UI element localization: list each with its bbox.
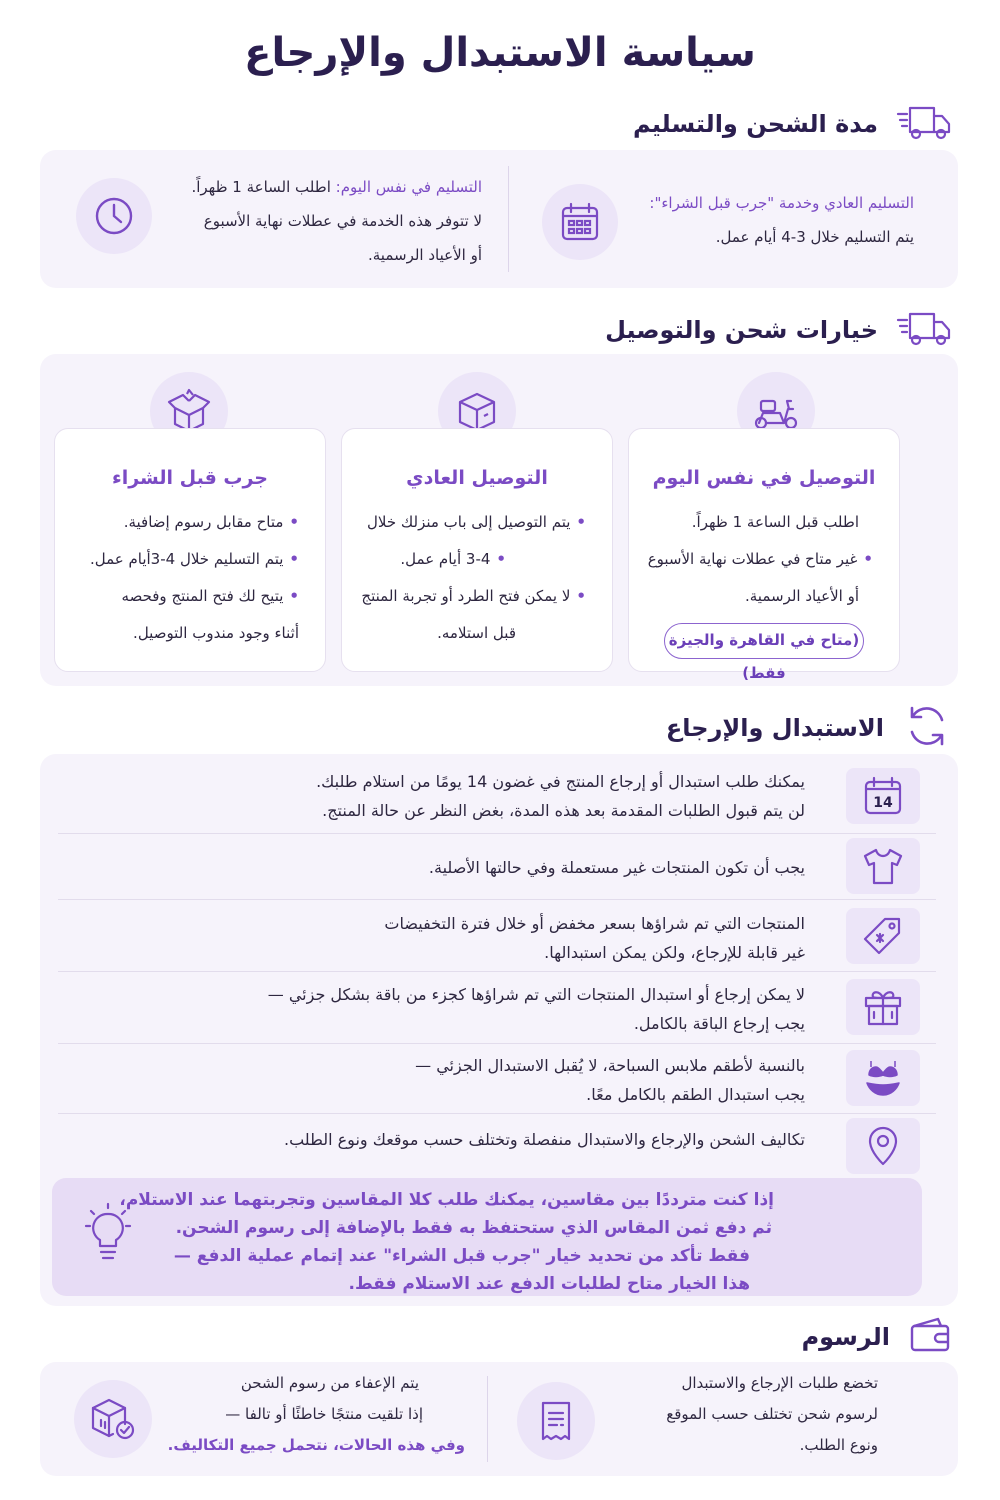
policy-row-5 — [415, 1051, 805, 1109]
standard-delivery-text: يتم التسليم خلال 3-4 أيام عمل. — [715, 228, 914, 246]
option-title: جرب قبل الشراء — [111, 467, 269, 489]
list-item: •يتم التسليم خلال 4-3أيام عمل. — [89, 550, 299, 568]
truck-icon — [896, 306, 952, 354]
row-line: غير قابلة للإرجاع، ولكن يمكن استبدالها. — [544, 943, 805, 962]
policy-row-1 — [316, 767, 805, 825]
fees-right-block — [145, 1368, 465, 1461]
divider — [58, 1043, 936, 1044]
receipt-icon — [517, 1382, 595, 1460]
tip-line: هذا الخيار متاح لطلبات الدفع عند الاستلام فقط. — [348, 1274, 750, 1294]
same-day-label: التسليم في نفس اليوم: — [335, 178, 482, 196]
policy-row-3 — [384, 909, 805, 967]
calendar-number: 14 — [873, 795, 893, 811]
option-title: التوصيل العادي — [406, 467, 548, 489]
list-item: أو الأعياد الرسمية. — [745, 587, 859, 605]
clock-icon — [76, 178, 152, 254]
list-item: قبل استلامه. — [437, 624, 516, 642]
policy-row-4 — [268, 980, 805, 1038]
refresh-icon — [902, 702, 952, 754]
fees-card — [40, 1362, 958, 1476]
fees-line: لرسوم شحن تختلف حسب الموقع — [666, 1405, 878, 1423]
divider — [58, 971, 936, 972]
divider — [58, 899, 936, 900]
list-item: •لا يمكن فتح الطرد أو تجربة المنتج — [361, 587, 586, 605]
row-line: لا يمكن إرجاع أو استبدال المنتجات التي تم شراؤها كجزء من باقة بشكل جزئي — — [267, 985, 805, 1004]
gift-icon — [846, 979, 920, 1035]
row-line: المنتجات التي تم شراؤها بسعر مخفض أو خلال فترة التخفيضات — [384, 914, 805, 933]
option-list — [643, 504, 873, 615]
list-item: اطلب قبل الساعة 1 ظهراً. — [691, 513, 859, 531]
divider — [58, 1113, 936, 1114]
divider — [508, 166, 509, 272]
divider — [58, 833, 936, 834]
location-icon — [846, 1118, 920, 1174]
tip-line: إذا كنت مترددًا بين مقاسين، يمكنك طلب كلا المقاسين وتجربتهما عند الاستلام، — [119, 1190, 774, 1210]
shipping-duration-card — [40, 150, 958, 288]
swimsuit-icon — [846, 1050, 920, 1106]
section-header-shipping-duration — [633, 100, 952, 148]
calendar-14-icon — [846, 768, 920, 824]
tip-text — [119, 1186, 774, 1298]
availability-pill: (متاح في القاهرة والجيزة فقط) — [664, 623, 864, 659]
row-line: بالنسبة لأطقم ملابس السباحة، لا يُقبل الاستبدال الجزئي — — [415, 1056, 805, 1075]
truck-icon — [896, 100, 952, 148]
list-item: •متاح مقابل رسوم إضافية. — [123, 513, 299, 531]
policy-row-6 — [284, 1125, 805, 1154]
list-item: •يتيح لك فتح المنتج وفحصه — [121, 587, 299, 605]
wallet-icon — [908, 1316, 952, 1358]
option-card-try-before-buy — [54, 428, 326, 672]
fees-line-highlight: وفي هذه الحالات، نتحمل جميع التكاليف. — [167, 1436, 465, 1454]
same-day-line2: لا تتوفر هذه الخدمة في عطلات نهاية الأسبوع — [203, 212, 482, 230]
same-day-line3: أو الأعياد الرسمية. — [368, 246, 482, 264]
fees-line: ونوع الطلب. — [799, 1436, 878, 1454]
row-line: يجب أن تكون المنتجات غير مستعملة وفي حالتها الأصلية. — [428, 858, 805, 877]
section-title: الرسوم — [801, 1323, 890, 1351]
tag-icon — [846, 908, 920, 964]
list-item: •يتم التوصيل إلى باب منزلك خلال — [366, 513, 586, 531]
same-day-delivery-block — [152, 170, 482, 272]
box-check-icon — [74, 1380, 152, 1458]
section-title: الاستبدال والإرجاع — [665, 714, 884, 742]
option-title: التوصيل في نفس اليوم — [652, 467, 876, 489]
option-list — [356, 504, 586, 652]
tip-line: ثم دفع ثمن المقاس الذي ستحتفظ به فقط بالإضافة إلى رسوم الشحن. — [175, 1218, 772, 1238]
calendar-icon — [542, 184, 618, 260]
section-header-exchange-return — [666, 702, 952, 754]
list-item: •3-4 أيام عمل. — [400, 550, 506, 568]
row-line: لن يتم قبول الطلبات المقدمة بعد هذه المدة، بغض النظر عن حالة المنتج. — [322, 801, 805, 820]
standard-delivery-block — [614, 186, 914, 254]
list-item: أثناء وجود مندوب التوصيل. — [133, 624, 299, 642]
section-header-fees — [802, 1316, 952, 1358]
policy-row-2 — [429, 853, 805, 882]
fees-line: يتم الإعفاء من رسوم الشحن — [240, 1374, 419, 1392]
page-title: سياسة الاستبدال والإرجاع — [244, 30, 756, 76]
same-day-label-rest: اطلب الساعة 1 ظهراً. — [191, 178, 331, 196]
option-list — [69, 504, 299, 652]
section-title: مدة الشحن والتسليم — [633, 110, 878, 138]
tshirt-icon — [846, 838, 920, 894]
tip-box — [52, 1178, 922, 1296]
row-line: تكاليف الشحن والإرجاع والاستبدال منفصلة وتختلف حسب موقعك ونوع الطلب. — [284, 1130, 805, 1149]
list-item: •غير متاح في عطلات نهاية الأسبوع — [647, 550, 873, 568]
row-line: يجب استبدال الطقم بالكامل معًا. — [586, 1085, 805, 1104]
fees-line: تخضع طلبات الإرجاع والاستبدال — [681, 1374, 878, 1392]
fees-left-block — [618, 1368, 878, 1461]
fees-line: إذا تلقيت منتجًا خاطئًا أو تالفا — — [225, 1405, 423, 1423]
tip-line: فقط تأكد من تحديد خيار "جرب قبل الشراء" عند إتمام عملية الدفع — — [173, 1246, 750, 1266]
standard-delivery-label: التسليم العادي وخدمة "جرب قبل الشراء": — [649, 194, 914, 212]
option-card-same-day — [628, 428, 900, 682]
section-header-shipping-options — [605, 306, 952, 354]
option-card-standard — [341, 428, 613, 672]
row-line: يجب إرجاع الباقة بالكامل. — [633, 1014, 805, 1033]
divider — [487, 1376, 488, 1462]
section-title: خيارات شحن والتوصيل — [605, 316, 878, 344]
row-line: يمكنك طلب استبدال أو إرجاع المنتج في غضون 14 يومًا من استلام طلبك. — [316, 772, 805, 791]
